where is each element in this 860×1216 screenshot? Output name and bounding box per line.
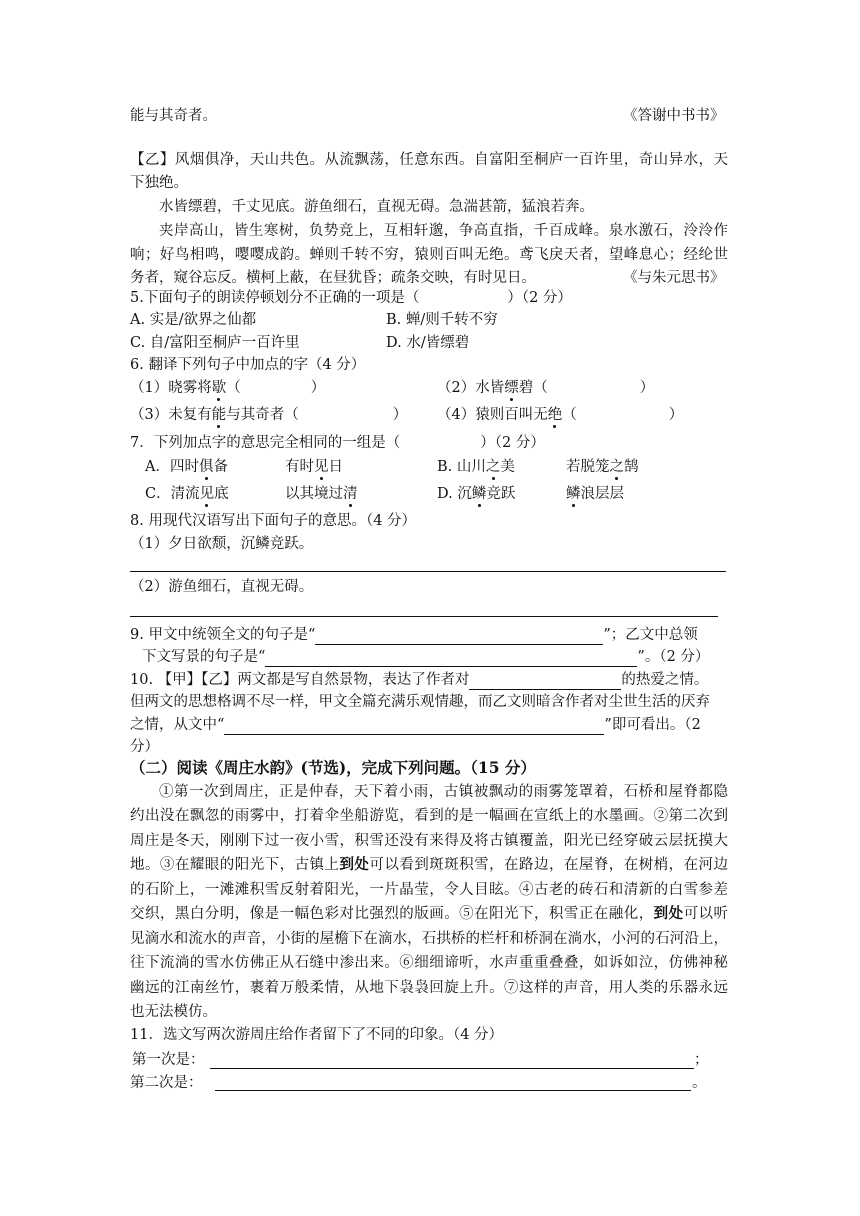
q7-d-1: D. 沉鳞竞跃 <box>437 486 516 502</box>
passage2-line-10: 也无法模仿。 <box>130 1004 217 1020</box>
q5-option-b: B. 蝉/则千转不穷 <box>386 312 498 328</box>
passage-yi-line-5: 响；好鸟相鸣，嘤嘤成韵。蝉则千转不穷，猿则百叫无绝。鸢飞戾天者，望峰息心；经纶世 <box>130 247 728 263</box>
passage2-line-1: ①第一次到周庄，正是仲春，天下着小雨，古镇被飘动的雨雾笼罩着，石桥和屋脊都隐 <box>159 784 728 800</box>
dotted-char: 之 <box>485 459 501 475</box>
q9-line-1: 9. 甲文中统领全文的句子是“ ”；乙文中总领 <box>130 627 698 643</box>
dotted-char: 缥 <box>504 380 519 396</box>
dotted-char: 见 <box>314 459 329 475</box>
source-jia: 《答谢中书书》 <box>623 108 725 124</box>
q7-d-2: 鳞浪层层 <box>566 486 624 502</box>
dotted-char: 清 <box>343 486 358 502</box>
section-2-title: （二）阅读《周庄水韵》(节选)，完成下列问题。（15 分） <box>130 758 536 777</box>
dotted-char: 鳞 <box>566 486 581 502</box>
q8-answer-line-1[interactable] <box>130 571 726 572</box>
dotted-char: 绝 <box>547 407 563 423</box>
q6-item-1: （1）晓雾将歇（ ） <box>130 380 326 396</box>
q10-line-4: 分） <box>130 739 159 755</box>
passage2-line-3: 周庄是冬天，刚刚下过一夜小雪，积雪还没有来得及将古镇覆盖，阳光已经穿破云层抚摸大 <box>130 833 728 849</box>
q7-b-2: 若脱笼之鹄 <box>566 459 639 475</box>
passage-yi-line-4: 夹岸高山，皆生寒树，负势竞上，互相轩邈，争高直指，千百成峰。泉水激石，泠泠作 <box>159 223 728 239</box>
q10-blank-2[interactable] <box>224 719 604 735</box>
passage2-line-7: 见滴水和流水的声音，小街的屋檐下在滴水，石拱桥的栏杆和桥洞在淌水，小河的石河沿上， <box>130 931 728 947</box>
q7-c-1: C．清流见底 <box>145 486 229 502</box>
q5-option-d: D. 水/皆缥碧 <box>386 335 470 351</box>
dotted-char: 俱 <box>198 459 214 475</box>
q10-line-2: 但两文的思想格调不尽一样，甲文全篇充满乐观情趣，而乙文则暗含作者对尘世生活的厌弃 <box>130 694 710 710</box>
passage2-line-5: 的石阶上，一滩滩积雪反射着阳光，一片晶莹，令人目眩。④古老的砖石和清新的白雪参差 <box>130 882 728 898</box>
q10-line-3: 之情，从文中“ ”即可看出。（2 <box>130 717 701 733</box>
passage2-line-2: 约出没在飘忽的雨雾中，打着伞坐船游览，看到的是一幅画在宣纸上的水墨画。②第二次到 <box>130 808 728 824</box>
dotted-char: 鳞 <box>471 486 487 502</box>
passage2-line-4: 地。③在耀眼的阳光下，古镇上到处可以看到斑斑积雪，在路边，在屋脊，在树梢，在河边 <box>130 856 729 873</box>
q11-second-end: 。 <box>692 1075 707 1091</box>
passage-yi-line-6: 务者，窥谷忘反。横柯上蔽，在昼犹昏；疏条交映，有时见日。 <box>130 270 536 286</box>
passage-yi-line-2: 下独绝。 <box>130 175 188 191</box>
source-yi: 《与朱元思书》 <box>623 270 725 286</box>
q9-blank-1[interactable] <box>315 629 603 645</box>
q11-first-answer-line[interactable] <box>210 1068 694 1069</box>
q8-sentence-1: （1）夕日欲颓，沉鳞竞跃。 <box>130 536 314 552</box>
q11-stem: 11．选文写两次游周庄给作者留下了不同的印象。（4 分） <box>130 1027 504 1043</box>
q6-item-4: （4）猿则百叫无绝（ ） <box>437 407 684 423</box>
q10-line-1: 10. 【甲】【乙】两文都是写自然景物，表达了作者对 的热爱之情。 <box>130 672 709 688</box>
passage-yi-line-3: 水皆缥碧，千丈见底。游鱼细石，直视无碍。急湍甚箭，猛浪若奔。 <box>159 199 594 215</box>
passage2-line-6: 交织，黑白分明，像是一幅色彩对比强烈的版画。⑤在阳光下，积雪正在融化，到处可以听 <box>130 905 729 922</box>
dotted-char: 之 <box>609 459 624 475</box>
q11-second-label: 第二次是： <box>130 1075 203 1091</box>
q6-stem: 6. 翻译下列句子中加点的字（4 分） <box>130 357 366 373</box>
q7-c-2: 以其境过清 <box>285 486 358 502</box>
q8-sentence-2: （2）游鱼细石，直视无碍。 <box>130 579 314 595</box>
q8-answer-line-2[interactable] <box>130 616 718 617</box>
q11-first-end: ； <box>694 1052 709 1068</box>
q7-a-2: 有时见日 <box>285 459 343 475</box>
q7-b-1: B. 山川之美 <box>437 459 515 475</box>
q6-item-3: （3）未复有能与其奇者（ ） <box>130 407 408 423</box>
q5-stem: 5.下面句子的朗读停顿划分不正确的一项是（ ）（2 分） <box>130 290 572 306</box>
dotted-char: 见 <box>199 486 215 502</box>
q10-blank-1[interactable] <box>469 674 621 690</box>
q11-second-answer-line[interactable] <box>215 1090 691 1091</box>
q11-first-label: 第一次是： <box>132 1052 205 1068</box>
q8-stem: 8. 用现代汉语写出下面句子的意思。（4 分） <box>130 513 417 529</box>
q9-blank-2[interactable] <box>265 651 637 667</box>
passage2-line-8: 往下流淌的雪水仿佛正从石缝中渗出来。⑥细细谛听，水声重重叠叠，如诉如泣，仿佛神秘 <box>130 955 728 971</box>
q5-option-a: A. 实是/欲界之仙都 <box>130 312 257 328</box>
text-top-line: 能与其奇者。 <box>130 108 217 124</box>
q5-option-c: C. 自/富阳至桐庐一百许里 <box>130 335 300 351</box>
dotted-char: 能 <box>211 407 227 423</box>
passage-yi-line-1: 【乙】风烟俱净，天山共色。从流飘荡，任意东西。自富阳至桐庐一百许里，奇山异水，天 <box>130 152 729 168</box>
q9-line-2: 下文写景的句子是“ ”。（2 分） <box>142 649 710 665</box>
q7-a-1: A．四时俱备 <box>145 459 228 475</box>
q7-stem: 7．下列加点字的意思完全相同的一组是（ ）（2 分） <box>130 435 545 451</box>
q6-item-2: （2）水皆缥碧（ ） <box>437 380 655 396</box>
passage2-line-9: 幽远的江南丝竹，裹着万般柔情，从地下袅袅回旋上升。⑦这样的声音，用人类的乐器永远 <box>130 980 728 996</box>
dotted-char: 歇 <box>211 380 227 396</box>
